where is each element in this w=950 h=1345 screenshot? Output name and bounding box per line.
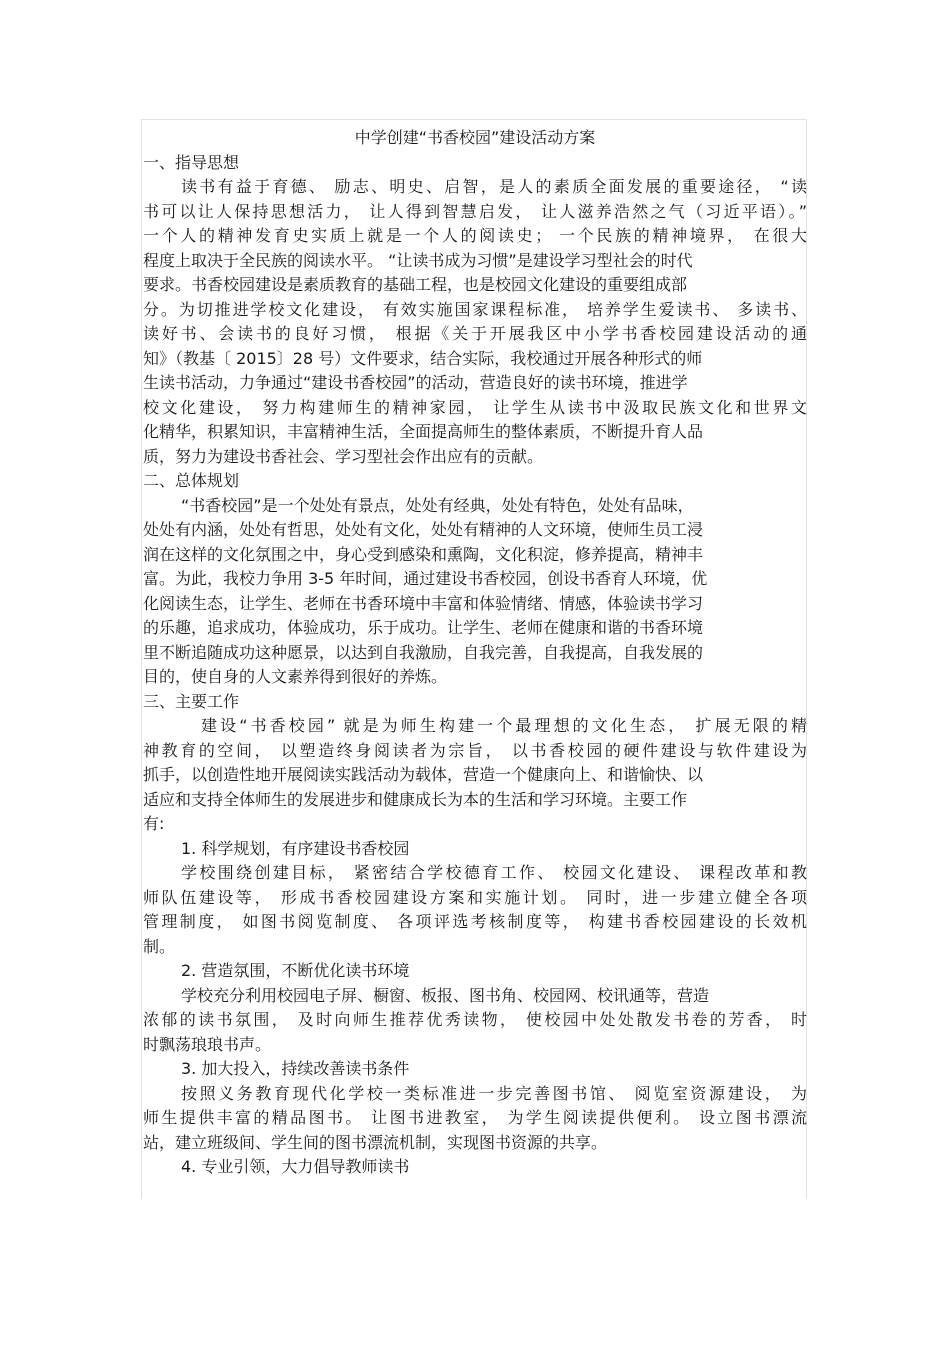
text-line: 一个人的精神发育史实质上就是一个人的阅读史； 一个民族的精神境界， 在很大 (143, 226, 807, 245)
text-line: 站，建立班级间、学生间的图书漂流机制，实现图书资源的共享。 (143, 1132, 608, 1152)
text-line: 神教育的空间， 以塑造终身阅读者为宗旨， 以书香校园的硬件建设与软件建设为 (143, 740, 807, 760)
text-line: 读书有益于育德、 励志、明史、启智，是人的素质全面发展的重要途径， “读 (181, 177, 807, 196)
text-line: 学校围绕创建目标， 紧密结合学校德育工作、 校园文化建设、 课程改革和教 (181, 863, 807, 882)
text-line: 要求。书香校园建设是素质教育的基础工程，也是校园文化建设的重要组成部 (143, 275, 688, 294)
text-line: 的乐趣，追求成功，体验成功，乐于成功。让学生、老师在健康和谐的书香环境 (143, 618, 704, 637)
text-line: 师生提供丰富的精品图书。 让图书进教室， 为学生阅读提供便利。 设立图书漂流 (143, 1108, 807, 1127)
text-line: 目的，使自身的人文素养得到很好的养炼。 (143, 667, 448, 686)
text-line: 1. 科学规划，有序建设书香校园 (181, 838, 410, 858)
text-line: “书香校园”是一个处处有景点，处处有经典，处处有特色，处处有品味， (181, 495, 694, 515)
text-line: 二、总体规划 (143, 471, 240, 490)
document-body (143, 126, 807, 1180)
text-line: 三、主要工作 (143, 691, 240, 711)
text-line: 适应和支持全体师生的发展进步和健康成长为本的生活和学习环境。主要工作 (143, 789, 688, 809)
text-line: 生读书活动，力争通过“建设书香校园”的活动，营造良好的读书环境，推进学 (143, 373, 688, 392)
text-line: 一、指导思想 (143, 152, 240, 172)
text-line: 有: (143, 814, 165, 833)
text-line: 浓郁的读书氛围， 及时向师生推荐优秀读物， 使校园中处处散发书卷的芳香， 时 (143, 1010, 807, 1029)
document-title: 中学创建“书香校园”建设活动方案 (354, 128, 596, 147)
text-line: 管理制度， 如图书阅览制度、 各项评选考核制度等， 构建书香校园建设的长效机 (143, 912, 807, 931)
text-line: 富。为此，我校力争用 3-5 年时间，通过建设书香校园，创设书香育人环境，优 (143, 569, 708, 588)
text-line: 程度上取决于全民族的阅读水平。 “让读书成为习惯”是建设学习型社会的时代 (143, 250, 693, 270)
text-line: 抓手，以创造性地开展阅读实践活动为载体，营造一个健康向上、和谐愉快、以 (143, 765, 704, 784)
text-line: 按照义务教育现代化学校一类标准进一步完善图书馆、 阅览室资源建设， 为 (181, 1083, 807, 1103)
text-line: 3. 加大投入，持续改善读书条件 (181, 1059, 410, 1078)
text-line: 化阅读生态，让学生、老师在书香环境中丰富和体验情绪、情感，体验读书学习 (143, 593, 704, 613)
text-line: 处处有内涵，处处有哲思，处处有文化，处处有精神的人文环境，使师生员工浸 (143, 520, 704, 539)
text-line: 润在这样的文化氛围之中，身心受到感染和熏陶，文化积淀，修养提高，精神丰 (143, 544, 704, 564)
text-line: 时飘荡琅琅书声。 (143, 1034, 272, 1054)
text-line: 校文化建设， 努力构建师生的精神家园， 让学生从读书中汲取民族文化和世界文 (143, 397, 807, 417)
text-line: 知》（教基〔 2015〕28 号）文件要求，结合实际，我校通过开展各种形式的师 (143, 348, 703, 368)
text-line: 化精华，积累知识，丰富精神生活，全面提高师生的整体素质，不断提升育人品 (143, 422, 704, 441)
text-line: 里不断追随成功这种愿景，以达到自我激励，自我完善，自我提高，自我发展的 (143, 642, 704, 662)
text-line: 师队伍建设等， 形成书香校园建设方案和实施计划。 同时，进一步建立健全各项 (143, 887, 807, 907)
text-line: 学校充分利用校园电子屏、橱窗、板报、图书角、校园网、校讯通等，营造 (181, 985, 710, 1005)
text-line: 建设“书香校园” 就是为师生构建一个最理想的文化生态， 扩展无限的精 (201, 716, 807, 735)
text-line: 书可以让人保持思想活力， 让人得到智慧启发， 让人滋养浩然之气（习近平语）。” (143, 201, 807, 221)
text-line: 读好书、会读书的良好习惯， 根据《关于开展我区中小学书香校园建设活动的通 (143, 324, 807, 343)
text-line: 2. 营造氛围，不断优化读书环境 (181, 961, 410, 980)
text-line: 制。 (143, 936, 176, 956)
text-line: 4. 专业引领，大力倡导教师读书 (181, 1157, 410, 1176)
text-line: 质，努力为建设书香社会、学习型社会作出应有的贡献。 (143, 446, 544, 466)
document-text (143, 151, 807, 1180)
text-line: 分。为切推进学校文化建设， 有效实施国家课程标准， 培养学生爱读书、 多读书、 (143, 299, 807, 319)
